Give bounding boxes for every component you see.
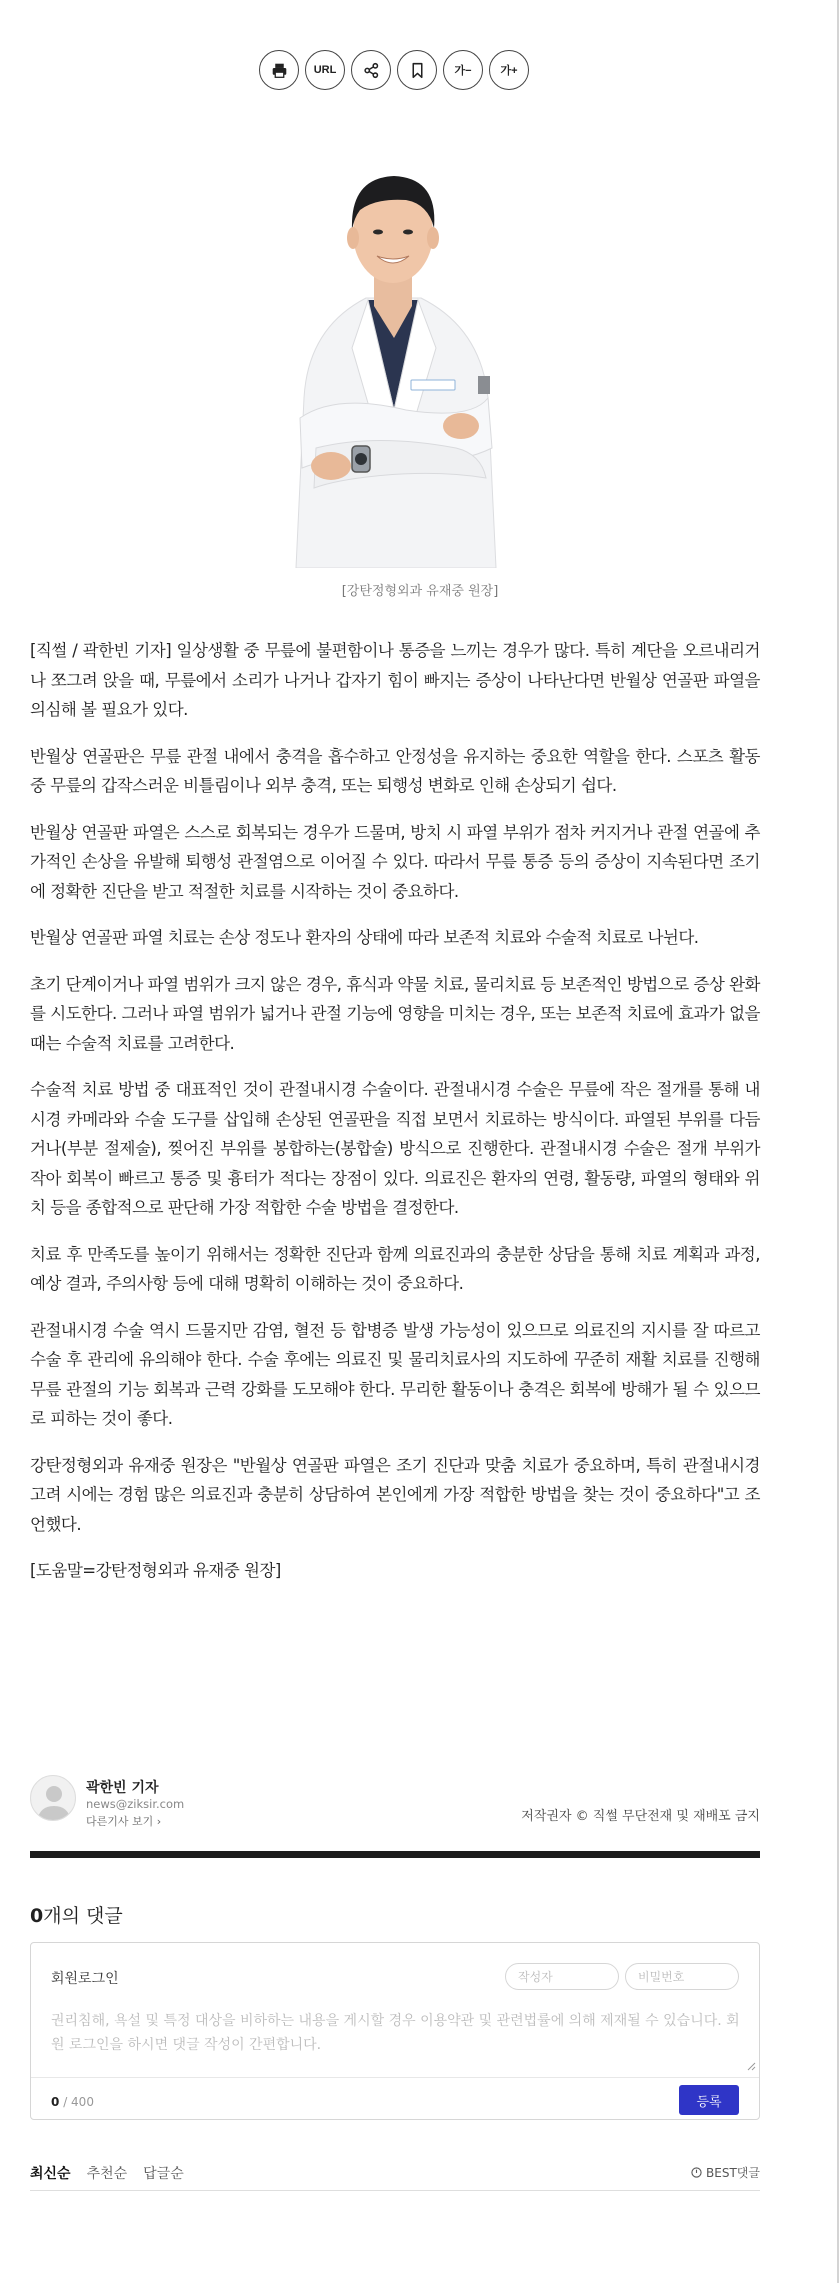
avatar bbox=[30, 1775, 76, 1821]
printer-icon bbox=[271, 62, 288, 79]
more-articles-link[interactable]: 다른기사 보기 › bbox=[86, 1815, 162, 1828]
font-increase-button[interactable] bbox=[489, 50, 529, 90]
sort-tab-replies[interactable]: 답글순 bbox=[143, 2166, 184, 2182]
comments-title bbox=[30, 1901, 123, 1928]
member-login-link[interactable]: 회원로그인 bbox=[51, 1971, 119, 1987]
char-max: / 400 bbox=[63, 2095, 94, 2109]
comment-count: 0 bbox=[30, 1905, 44, 1927]
photo-caption: [강탄정형외과 유재중 원장] bbox=[341, 584, 499, 599]
clock-icon bbox=[691, 2167, 702, 2178]
resize-handle-icon[interactable] bbox=[746, 2061, 756, 2071]
comment-sort-tabs bbox=[30, 2163, 184, 2183]
password-input[interactable] bbox=[625, 1963, 739, 1990]
sort-tab-recommended[interactable]: 추천순 bbox=[86, 2166, 128, 2182]
paragraph: 반월상 연골판 파열은 스스로 회복되는 경우가 드물며, 방치 시 파열 부위가 점차 커지거나 관절 연골에 추가적인 손상을 유발해 퇴행성 관절염으로 이어질 수 있다. 따라서 무릎 통증 등의 증상이 지속된다면 조기에 정확한 진단을 받고 적절한 치료를 시작하는 것이 중요하다. bbox=[30, 822, 760, 901]
sort-tab-latest[interactable]: 최신순 bbox=[30, 2166, 71, 2182]
sort-divider bbox=[30, 2190, 760, 2191]
comment-textarea[interactable] bbox=[51, 2009, 741, 2069]
paragraph: 강탄정형외과 유재중 원장은 "반월상 연골판 파열은 조기 진단과 맞춤 치료가 중요하며, 특히 관절내시경 고려 시에는 경험 많은 의료진과 충분히 상담하여 본인에게 가장 적합한 방법을 찾는 것이 중요하다"고 조언했다. bbox=[30, 1455, 760, 1534]
article-body bbox=[30, 636, 760, 1603]
share-button[interactable] bbox=[351, 50, 391, 90]
paragraph: 반월상 연골판 파열 치료는 손상 정도나 환자의 상태에 따라 보존적 치료와 수술적 치료로 나뉜다. bbox=[30, 928, 699, 947]
paragraph: 반월상 연골판은 무릎 관절 내에서 충격을 흡수하고 안정성을 유지하는 중요한 역할을 한다. 스포츠 활동 중 무릎의 갑작스러운 비틀림이나 외부 충격, 또는 퇴행성 변화로 인해 손상되기 쉽다. bbox=[30, 746, 760, 795]
section-divider bbox=[30, 1851, 760, 1858]
bookmark-button[interactable] bbox=[397, 50, 437, 90]
font-increase-label: 가+ bbox=[500, 65, 518, 77]
paragraph: 치료 후 만족도를 높이기 위해서는 정확한 진단과 함께 의료진과의 충분한 상담을 통해 치료 계획과 과정, 예상 결과, 주의사항 등에 대해 명확히 이해하는 것이 중요하다. bbox=[30, 1244, 760, 1293]
print-button[interactable] bbox=[259, 50, 299, 90]
paragraph: 수술적 치료 방법 중 대표적인 것이 관절내시경 수술이다. 관절내시경 수술은 무릎에 작은 절개를 통해 내시경 카메라와 수술 도구를 삽입해 손상된 연골판을 직접 보면서 치료하는 방식이다. 파열된 부위를 다듬거나(부분 절제술), 찢어진 부위를 봉합하는(봉합술) 방식으로 진행한다. 관절내시경 수술은 절개 부위가 작아 회복이 빠르고 통증 및 흉터가 적다는 장점이 있다. 의료진은 환자의 연령, 활동량, 파열의 형태와 위치 등을 종합적으로 판단해 가장 적합한 수술 방법을 결정한다. bbox=[30, 1080, 760, 1217]
paragraph: [도움말=강탄정형외과 유재중 원장] bbox=[30, 1561, 281, 1580]
char-counter bbox=[51, 2095, 94, 2109]
url-copy-button[interactable] bbox=[305, 50, 345, 90]
form-divider bbox=[31, 2077, 759, 2078]
share-icon bbox=[363, 62, 380, 79]
author-email[interactable]: news@ziksir.com bbox=[86, 1797, 185, 1811]
author-box bbox=[30, 1775, 760, 1829]
bookmark-icon bbox=[409, 62, 426, 79]
paragraph: [직썰 / 곽한빈 기자] 일상생활 중 무릎에 불편함이나 통증을 느끼는 경우가 많다. 특히 계단을 오르내리거나 쪼그려 앉을 때, 무릎에서 소리가 나거나 갑자기 힘이 빠지는 증상이 나타난다면 반월상 연골판 파열을 의심해 볼 필요가 있다. bbox=[30, 641, 760, 719]
font-decrease-button[interactable] bbox=[443, 50, 483, 90]
author-name: 곽한빈 기자 bbox=[86, 1780, 159, 1796]
font-decrease-label: 가− bbox=[454, 65, 472, 77]
paragraph: 관절내시경 수술 역시 드물지만 감염, 혈전 등 합병증 발생 가능성이 있으므로 의료진의 지시를 잘 따르고 수술 후 관리에 유의해야 한다. 수술 후에는 의료진 및 물리치료사의 지도하에 꾸준히 재활 치료를 진행해 무릎 관절의 기능 회복과 근력 강화를 도모해야 한다. 무리한 활동이나 충격은 회복에 방해가 될 수 있으므로 피하는 것이 좋다. bbox=[30, 1320, 760, 1428]
best-comments-label: BEST댓글 bbox=[706, 2166, 760, 2180]
doctor-photo bbox=[256, 148, 528, 568]
char-count: 0 bbox=[51, 2095, 60, 2109]
paragraph: 초기 단계이거나 파열 범위가 크지 않은 경우, 휴식과 약물 치료, 물리치료 등 보존적인 방법으로 증상 완화를 시도한다. 그러나 파열 범위가 넓거나 관절 기능에 영향을 미치는 경우, 또는 보존적 치료에 효과가 없을 때는 수술적 치료를 고려한다. bbox=[30, 974, 760, 1053]
copyright-notice: 저작권자 © 직썰 무단전재 및 재배포 금지 bbox=[521, 1809, 760, 1824]
comment-form bbox=[30, 1942, 760, 2120]
author-input[interactable] bbox=[505, 1963, 619, 1990]
best-comments-link[interactable] bbox=[691, 2164, 760, 2181]
page-edge-divider bbox=[837, 0, 839, 2283]
article-toolbar bbox=[259, 50, 529, 90]
url-label: URL bbox=[313, 64, 337, 76]
user-silhouette-icon bbox=[31, 1776, 76, 1821]
comments-title-suffix: 개의 댓글 bbox=[43, 1905, 123, 1927]
submit-comment-button[interactable]: 등록 bbox=[679, 2085, 739, 2115]
